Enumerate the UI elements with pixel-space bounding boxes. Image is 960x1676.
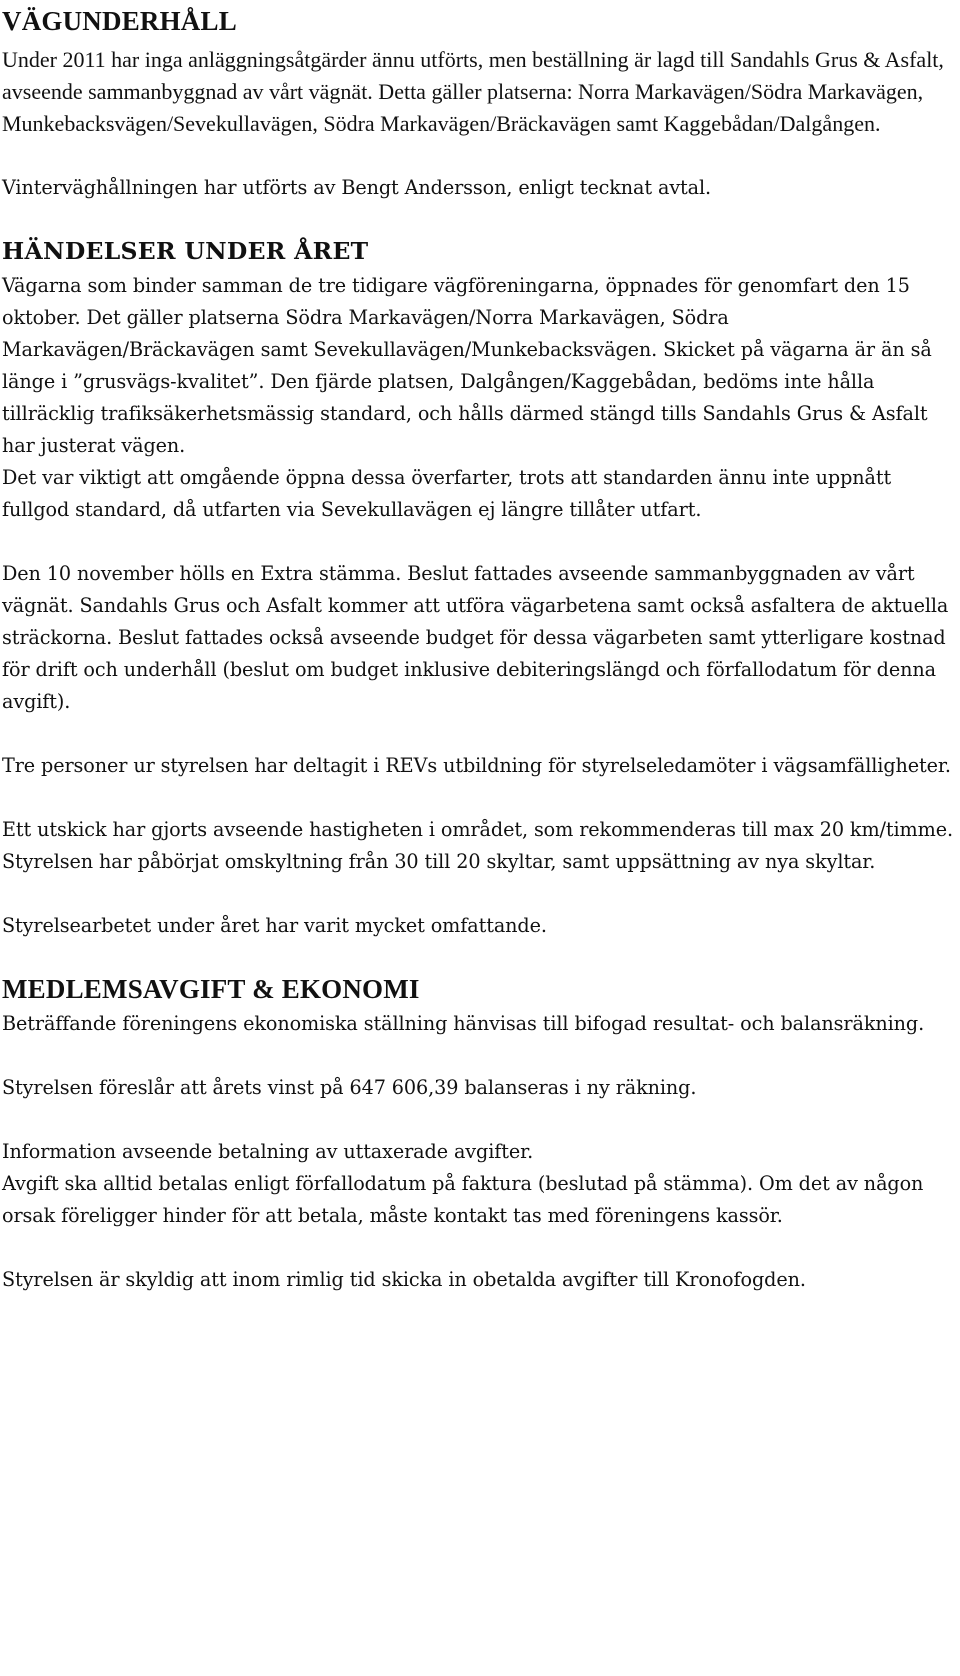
paragraph-handelser-2: Det var viktigt att omgående öppna dessa överfarter, trots att standarden ännu inte uppnått fullgod standard, då utfarten via Sevekullavägen ej längre tillåter utfart. — [2, 466, 892, 521]
paragraph-handelser-1: Vägarna som binder samman de tre tidigare vägföreningarna, öppnades för genomfart den 15 oktober. Det gäller platserna Södra Markavägen/Norra Markavägen, Södra Markavägen/Bräckavägen samt Sevekullavägen/Munkebacksvägen. Skicket på vägarna är än så länge i ”grusvägs-kvalitet”. Den fjärde platsen, Dalgången/Kaggebådan, bedöms inte hålla tillräcklig trafiksäkerhetsmässig standard, och hålls därmed stängd tills Sandahls Grus & Asfalt har justerat vägen. — [2, 274, 932, 457]
paragraph-medlemsavgift-1: Beträffande föreningens ekonomiska ställning hänvisas till bifogad resultat- och balansräkning. — [2, 1012, 925, 1035]
paragraph-vagunderhall-2: Vinterväghållningen har utförts av Bengt Andersson, enligt tecknat avtal. — [2, 176, 712, 199]
paragraph-handelser-3: Den 10 november hölls en Extra stämma. Beslut fattades avseende sammanbyggnaden av vårt vägnät. Sandahls Grus och Asfalt kommer att utföra vägarbetena samt också asfaltera de aktuella sträckorna. Beslut fattades också avseende budget för dessa vägarbeten samt ytterligare kostnad för drift och underhåll (beslut om budget inklusive debiteringslängd och förfallodatum för denna avgift). — [2, 562, 949, 713]
section-vagunderhall — [2, 4, 956, 204]
heading-handelser: HÄNDELSER UNDER ÅRET — [2, 237, 369, 265]
section-handelser — [2, 234, 956, 942]
paragraph-handelser-6: Styrelsearbetet under året har varit mycket omfattande. — [2, 914, 547, 937]
document-page — [2, 0, 956, 1296]
heading-vagunderhall: VÄGUNDERHÅLL — [2, 6, 237, 36]
paragraph-handelser-5: Ett utskick har gjorts avseende hastigheten i området, som rekommenderas till max 20 km/timme. Styrelsen har påbörjat omskyltning från 30 till 20 skyltar, samt uppsättning av nya skyltar. — [2, 818, 953, 873]
paragraph-medlemsavgift-2: Styrelsen föreslår att årets vinst på 647 606,39 balanseras i ny räkning. — [2, 1076, 697, 1099]
paragraph-medlemsavgift-5: Styrelsen är skyldig att inom rimlig tid skicka in obetalda avgifter till Kronofogden. — [2, 1268, 806, 1291]
paragraph-medlemsavgift-3: Information avseende betalning av uttaxerade avgifter. — [2, 1140, 534, 1163]
paragraph-vagunderhall-1: Under 2011 har inga anläggningsåtgärder ännu utförts, men beställning är lagd till Sandahls Grus & Asfalt, avseende sammanbyggnad av vårt vägnät. Detta gäller platserna: Norra Markavägen/Södra Markavägen, Munkebacksvägen/Sevekullavägen, Södra Markavägen/Bräckavägen samt Kaggebådan/Dalgången. — [2, 47, 944, 136]
paragraph-handelser-4: Tre personer ur styrelsen har deltagit i REVs utbildning för styrelseledamöter i vägsamfälligheter. — [2, 754, 951, 777]
paragraph-medlemsavgift-4: Avgift ska alltid betalas enligt förfallodatum på faktura (beslutad på stämma). Om det av någon orsak föreligger hinder för att betala, måste kontakt tas med föreningens kassör. — [2, 1172, 924, 1227]
section-medlemsavgift — [2, 972, 956, 1296]
heading-medlemsavgift: MEDLEMSAVGIFT & EKONOMI — [2, 974, 420, 1004]
